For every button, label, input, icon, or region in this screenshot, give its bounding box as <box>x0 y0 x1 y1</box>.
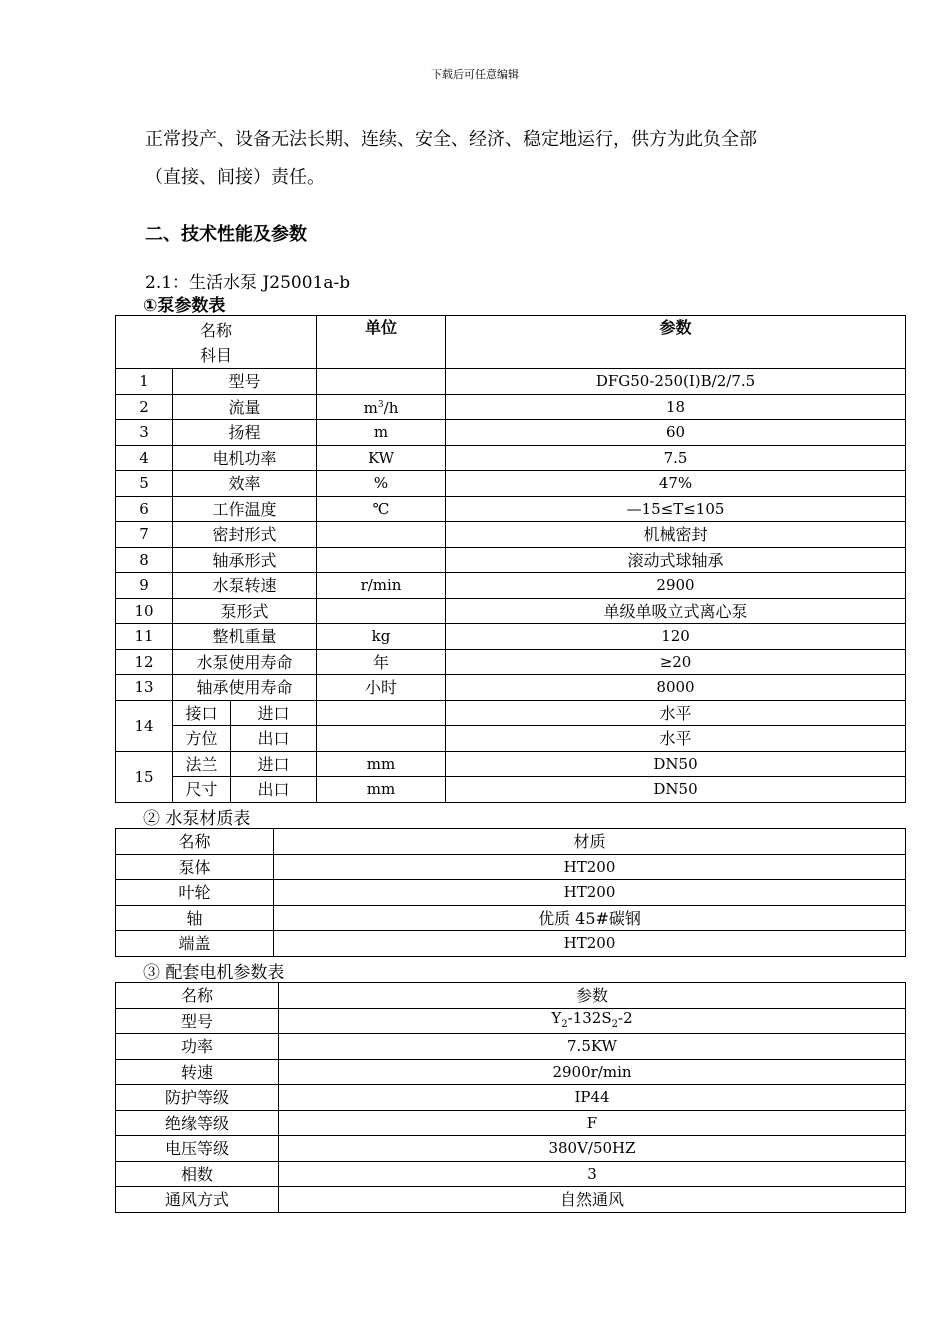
row-value: DFG50-250(Ⅰ)B/2/7.5 <box>446 369 906 395</box>
row-value: 2900 <box>446 573 906 599</box>
table-row <box>116 650 906 675</box>
table-row <box>116 931 906 957</box>
row-name: 端盖 <box>116 931 274 957</box>
table-row <box>116 573 906 599</box>
row-number: 5 <box>116 471 173 497</box>
table-row <box>116 1085 906 1111</box>
sub-label: 出口 <box>231 777 317 803</box>
row-number: 12 <box>116 650 173 675</box>
table-row <box>116 522 906 548</box>
table3-header-row <box>116 983 906 1009</box>
row-name: 轴承形式 <box>173 548 317 573</box>
table-row <box>116 395 906 420</box>
intro-line-1: 正常投产、设备无法长期、连续、安全、经济、稳定地运行，供方为此负全部 <box>145 129 757 150</box>
row-value: 滚动式球轴承 <box>446 548 906 573</box>
row-name: 防护等级 <box>116 1085 279 1111</box>
row-value: IP44 <box>279 1085 906 1111</box>
row-name: 转速 <box>116 1060 279 1085</box>
row-value: 47% <box>446 471 906 497</box>
row-name: 电机功率 <box>173 446 317 471</box>
row-unit: m <box>317 420 446 446</box>
table-row <box>116 701 906 726</box>
row-number: 13 <box>116 675 173 701</box>
table-row <box>116 599 906 624</box>
row-name: 扬程 <box>173 420 317 446</box>
row-unit: ℃ <box>317 497 446 522</box>
row-value: $Y_2-132S_2-2$ <box>279 1009 906 1034</box>
row-value: 机械密封 <box>446 522 906 548</box>
motor-parameter-table <box>115 982 906 1213</box>
table-row <box>116 752 906 777</box>
row-number: 9 <box>116 573 173 599</box>
row-name: 密封形式 <box>173 522 317 548</box>
row-value: DN50 <box>446 752 906 777</box>
row-value: 3 <box>279 1162 906 1187</box>
table3-name-header: 名称 <box>116 983 279 1009</box>
row-value: 水平 <box>446 726 906 752</box>
sub-label: 进口 <box>231 701 317 726</box>
row-name: 工作温度 <box>173 497 317 522</box>
table-row <box>116 855 906 880</box>
row-number: 15 <box>116 752 173 803</box>
row-value: 单级单吸立式离心泵 <box>446 599 906 624</box>
row-value: 2900r/min <box>279 1060 906 1085</box>
table-row <box>116 1034 906 1060</box>
row-number: 6 <box>116 497 173 522</box>
row-value: HT200 <box>274 855 906 880</box>
row-unit: % <box>317 471 446 497</box>
row-name: 整机重量 <box>173 624 317 650</box>
sub-label: 进口 <box>231 752 317 777</box>
row-number: 2 <box>116 395 173 420</box>
row-name: 流量 <box>173 395 317 420</box>
table-row <box>116 624 906 650</box>
group-label: 接口 <box>173 701 231 726</box>
row-name: 型号 <box>116 1009 279 1034</box>
row-name: 水泵转速 <box>173 573 317 599</box>
row-number: 7 <box>116 522 173 548</box>
row-value: 7.5 <box>446 446 906 471</box>
row-unit <box>317 522 446 548</box>
row-value: —15≤T≤105 <box>446 497 906 522</box>
row-name: 轴承使用寿命 <box>173 675 317 701</box>
row-value: ≥20 <box>446 650 906 675</box>
row-name: 效率 <box>173 471 317 497</box>
sub-label: 出口 <box>231 726 317 752</box>
row-number: 4 <box>116 446 173 471</box>
row-unit: mm <box>317 777 446 803</box>
table-row <box>116 675 906 701</box>
table-row <box>116 906 906 931</box>
row-name: 轴 <box>116 906 274 931</box>
row-number: 10 <box>116 599 173 624</box>
row-number: 8 <box>116 548 173 573</box>
group-label: 尺寸 <box>173 777 231 803</box>
row-name: 绝缘等级 <box>116 1111 279 1136</box>
intro-line-2: （直接、间接）责任。 <box>145 167 325 188</box>
pump-parameter-table <box>115 315 906 803</box>
row-name: 水泵使用寿命 <box>173 650 317 675</box>
table-row <box>116 1111 906 1136</box>
row-value: 8000 <box>446 675 906 701</box>
table-row <box>116 1162 906 1187</box>
page-header: 下载后可任意编辑 <box>431 68 519 81</box>
pump-material-table <box>115 828 906 957</box>
row-unit: KW <box>317 446 446 471</box>
row-unit <box>317 726 446 752</box>
table-row <box>116 1009 906 1034</box>
table-row <box>116 497 906 522</box>
row-number: 14 <box>116 701 173 752</box>
table1-param-header: 参数 <box>446 316 906 369</box>
row-value: F <box>279 1111 906 1136</box>
row-value: 380V/50HZ <box>279 1136 906 1162</box>
row-number: 11 <box>116 624 173 650</box>
row-value: 7.5KW <box>279 1034 906 1060</box>
row-name: 功率 <box>116 1034 279 1060</box>
row-value: HT200 <box>274 880 906 906</box>
row-unit <box>317 369 446 395</box>
subsection-heading: 2.1：生活水泵 J25001a-b <box>145 273 351 293</box>
table3-title: ③ 配套电机参数表 <box>143 963 285 983</box>
row-value: 水平 <box>446 701 906 726</box>
table3-param-header: 参数 <box>279 983 906 1009</box>
group-label: 法兰 <box>173 752 231 777</box>
table-row <box>116 1136 906 1162</box>
table2-material-header: 材质 <box>274 829 906 855</box>
row-name: 相数 <box>116 1162 279 1187</box>
table2-header-row <box>116 829 906 855</box>
row-name: 泵形式 <box>173 599 317 624</box>
row-unit: kg <box>317 624 446 650</box>
row-name: 电压等级 <box>116 1136 279 1162</box>
row-unit: mm <box>317 752 446 777</box>
row-unit <box>317 599 446 624</box>
section-heading: 二、技术性能及参数 <box>145 224 307 245</box>
table-row <box>116 471 906 497</box>
table1-unit-header: 单位 <box>317 316 446 369</box>
row-unit: r/min <box>317 573 446 599</box>
row-value: 自然通风 <box>279 1187 906 1213</box>
table1-name-header: 名称 科目 <box>116 316 317 369</box>
row-unit: 小时 <box>317 675 446 701</box>
row-value: 60 <box>446 420 906 446</box>
table2-name-header: 名称 <box>116 829 274 855</box>
table2-title: ② 水泵材质表 <box>143 809 251 829</box>
table-row <box>116 1187 906 1213</box>
row-value: 优质 45#碳钢 <box>274 906 906 931</box>
row-name: 通风方式 <box>116 1187 279 1213</box>
table-row <box>116 777 906 803</box>
table-row <box>116 548 906 573</box>
table1-title: ①泵参数表 <box>143 296 226 316</box>
row-number: 1 <box>116 369 173 395</box>
table-row <box>116 420 906 446</box>
row-unit <box>317 701 446 726</box>
row-value: 18 <box>446 395 906 420</box>
row-unit: 年 <box>317 650 446 675</box>
table-row <box>116 1060 906 1085</box>
row-name: 泵体 <box>116 855 274 880</box>
row-unit: $m^3/h$ <box>317 395 446 420</box>
row-unit <box>317 548 446 573</box>
table-row <box>116 880 906 906</box>
group-label: 方位 <box>173 726 231 752</box>
table-row <box>116 446 906 471</box>
table-row <box>116 369 906 395</box>
row-value: HT200 <box>274 931 906 957</box>
table-row <box>116 726 906 752</box>
row-number: 3 <box>116 420 173 446</box>
row-name: 叶轮 <box>116 880 274 906</box>
row-value: DN50 <box>446 777 906 803</box>
table1-header-row <box>116 316 906 369</box>
row-name: 型号 <box>173 369 317 395</box>
row-value: 120 <box>446 624 906 650</box>
